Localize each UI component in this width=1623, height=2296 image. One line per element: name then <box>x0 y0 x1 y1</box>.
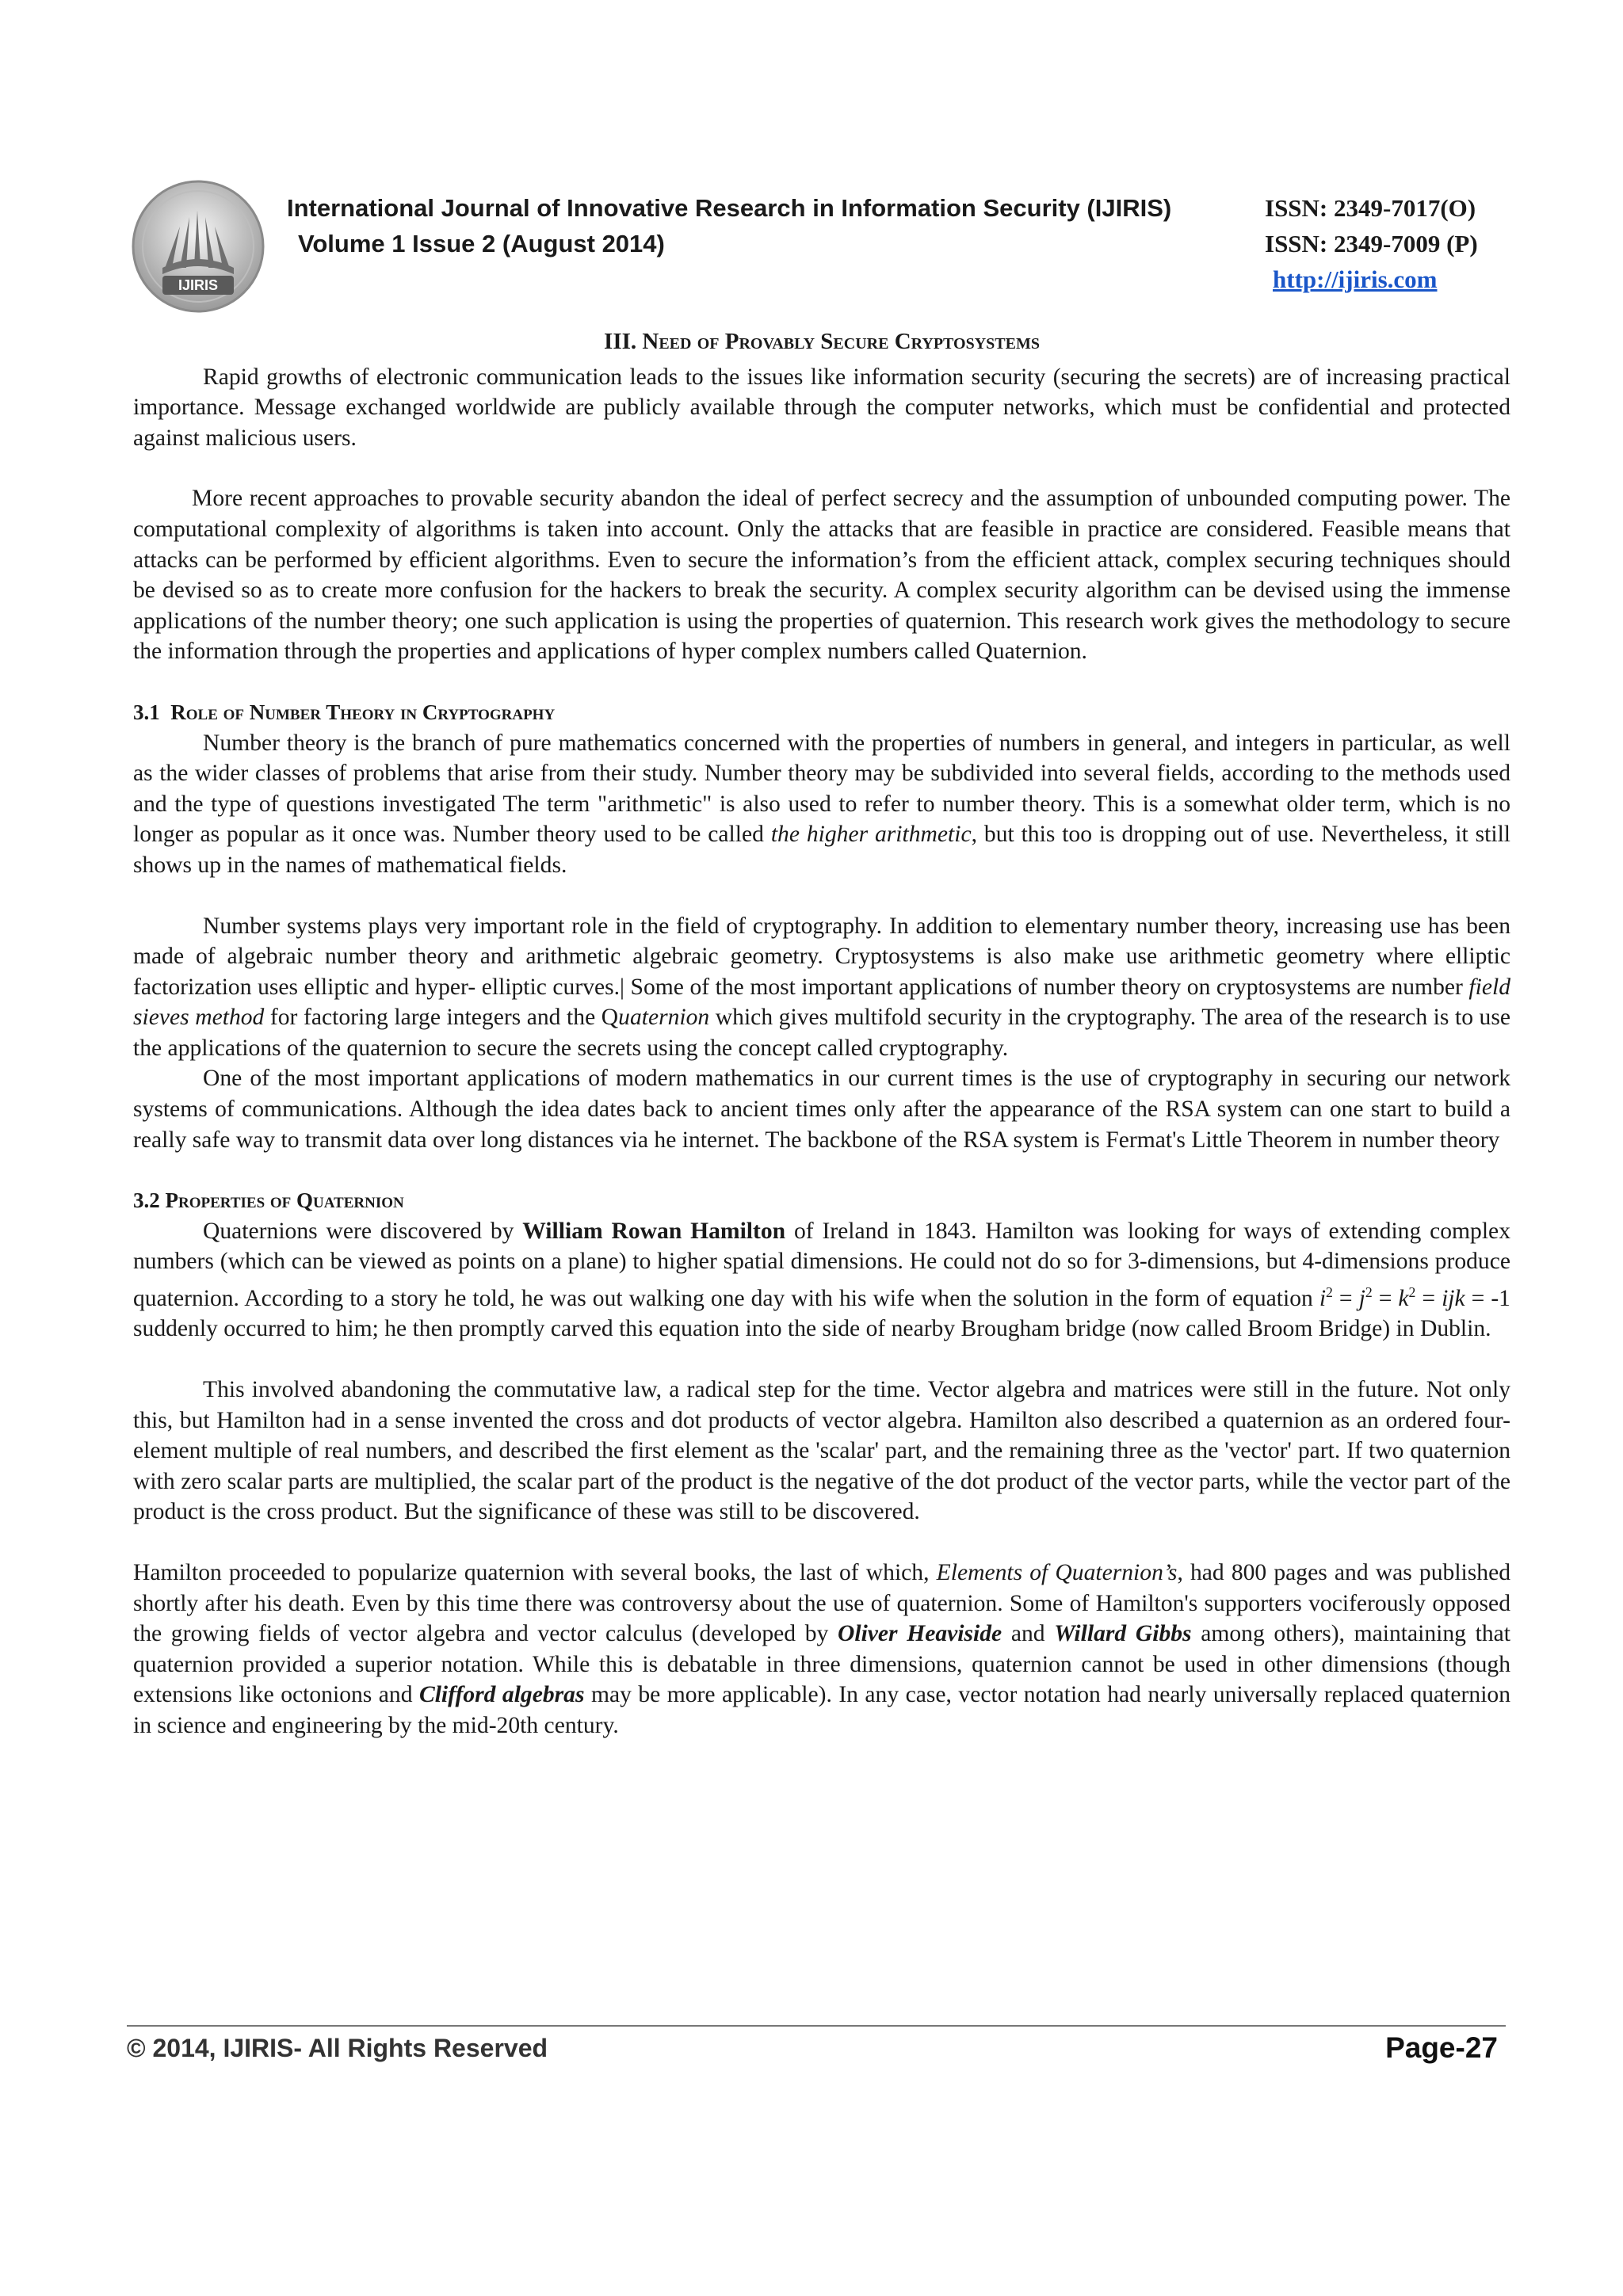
logo-text: IJIRIS <box>178 277 219 293</box>
section-3-title: III. Need of Provably Secure Cryptosystems <box>604 329 1040 354</box>
section-3-1-para-3: One of the most important applications of modern mathematics in our current times is the use of cryptography in securing our network systems of communications. Although the idea dates back to ancient times only after the appearance of the RSA system can one start to build a really safe way to transmit data over long distances via he internet. The backbone of the RSA system is Fermat's Little Theorem in number theory <box>133 1066 1510 1153</box>
section-3-2-number: 3.2 <box>133 1188 160 1213</box>
section-3-1-title: Role of Number Theory in Cryptography <box>170 700 556 724</box>
journal-header <box>287 190 1277 261</box>
section-3-1-para-2: Number systems plays very important role in the field of cryptography. In addition to elementary number theory, increasing use has been made of algebraic number theory and arithmetic algebraic geometry. Cryptosystems is also make use arithmetic geometry where elliptic factorization uses elliptic and hyper- elliptic curves.| Some of the most important applications of number theory on cryptosystems are number field sieves method for factoring large integers and the Quaternion which gives multifold security in the cryptography. The area of the research is to use the applications of the quaternion to secure the secrets using the concept called cryptography. <box>133 913 1510 1061</box>
section-3-1-number: 3.1 <box>133 700 160 724</box>
issn-block <box>1265 190 1478 297</box>
section-3-2-title: Properties of Quaternion <box>165 1188 404 1213</box>
journal-url-link[interactable]: http://ijiris.com <box>1273 265 1438 293</box>
section-3-2-para-2: This involved abandoning the commutative law, a radical step for the time. Vector algebra and matrices were still in the future. Not only this, but Hamilton had in a sense invented the cross and dot products of vector algebra. Hamilton also described a quaternion as an ordered four-element multiple of real numbers, and described the first element as the 'scalar' part, and the remaining three as the 'vector' part. If two quaternion with zero scalar parts are multiplied, the scalar part of the product is the negative of the dot product of the vector parts, while the vector part of the product is the cross product. But the significance of these was still to be discovered. <box>133 1377 1510 1525</box>
journal-volume: Volume 1 Issue 2 (August 2014) <box>298 230 665 257</box>
section-3-2-para-3: Hamilton proceeded to popularize quaternion with several books, the last of which, Elements of Quaternion’s, had 800 pages and was published shortly after his death. Even by this time there was controversy about the use of quaternion. Some of Hamilton's supporters vociferously opposed the growing fields of vector algebra and vector calculus (developed by Oliver Heaviside and Willard Gibbs among others), maintaining that quaternion provided a superior notation. While this is debatable in three dimensions, quaternion cannot be used in other dimensions (though extensions like octonions and Clifford algebras may be more applicable). In any case, vector notation had nearly universally replaced quaternion in science and engineering by the mid-20th century. <box>133 1560 1511 1739</box>
footer-copyright: © 2014, IJIRIS- All Rights Reserved <box>127 2034 548 2062</box>
footer-rule <box>127 2025 1506 2027</box>
page-number: Page-27 <box>1385 2031 1498 2064</box>
quaternion-equation: $i^2 = j^2 = k^2$ = ijk = -1 <box>1319 1284 1510 1311</box>
section-3-1-heading <box>133 697 1510 728</box>
section-3-2-para-1: Quaternions were discovered by William Rowan Hamilton of Ireland in 1843. Hamilton was looking for ways of extending complex numbers (which can be viewed as points on a plane) to higher spatial dimensions. He could not do so for 3-dimensions, but 4-dimensions produce quaternion. According to a story he told, he was out walking one day with his wife when the solution in the form of equation $i^2 = j^2 = k^2$ = ijk = -1 suddenly occurred to him; he then promptly carved this equation into the side of nearby Brougham bridge (now called Broom Bridge) in Dublin. <box>133 1218 1510 1342</box>
article-body <box>133 326 1510 1741</box>
journal-name: International Journal of Innovative Research in Information Security (IJIRIS) <box>287 194 1172 222</box>
issn-online: ISSN: 2349-7017(O) <box>1265 194 1476 222</box>
journal-logo <box>131 179 265 314</box>
section-3-2-heading <box>133 1185 1510 1216</box>
section-3-para-2: More recent approaches to provable security abandon the ideal of perfect secrecy and the assumption of unbounded computing power. The computational complexity of algorithms is taken into account. Only the attacks that are feasible in practice are considered. Feasible means that attacks can be performed by efficient algorithms. Even to secure the information’s from the efficient attack, complex securing techniques should be devised so as to create more confusion for the hackers to break the security. A complex security algorithm can be devised using the immense applications of the number theory; one such application is using the properties of quaternion. This research work gives the methodology to secure the information through the properties and applications of hyper complex numbers called Quaternion. <box>133 486 1510 665</box>
issn-print: ISSN: 2349-7009 (P) <box>1265 230 1478 257</box>
section-3-para-1: Rapid growths of electronic communication leads to the issues like information security (securing the secrets) are of increasing practical importance. Message exchanged worldwide are publicly available through the computer networks, which must be confidential and protected against malicious users. <box>133 364 1510 451</box>
section-3-1-para-1: Number theory is the branch of pure mathematics concerned with the properties of numbers in general, and integers in particular, as well as the wider classes of problems that arise from their study. Number theory may be subdivided into several fields, according to the methods used and the type of questions investigated The term "arithmetic" is also used to refer to number theory. This is a somewhat older term, which is no longer as popular as it once was. Number theory used to be called the higher arithmetic, but this too is dropping out of use. Nevertheless, it still shows up in the names of mathematical fields. <box>133 730 1511 878</box>
